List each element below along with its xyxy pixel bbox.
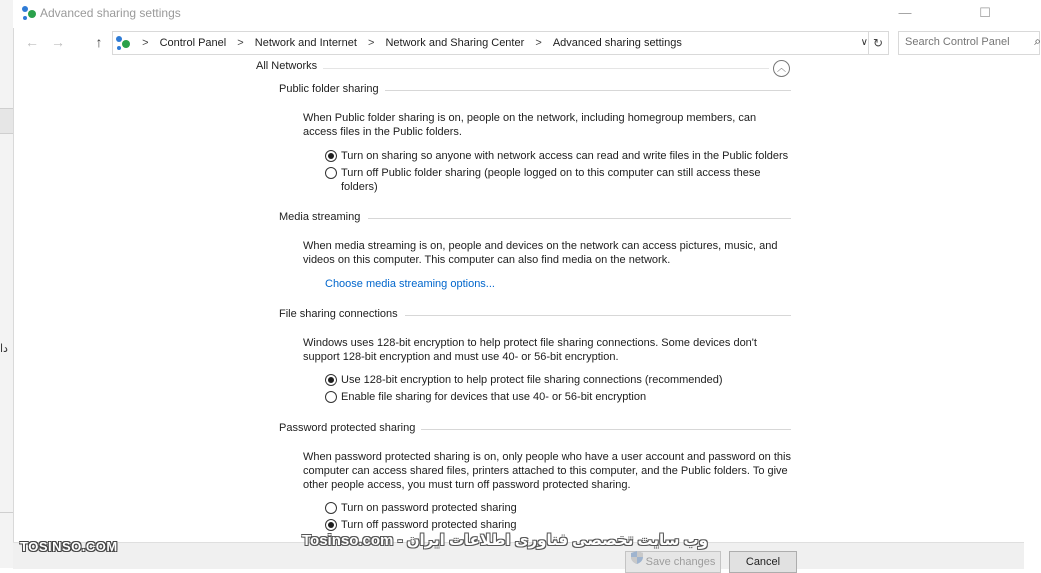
radio-button-selected[interactable] [325, 150, 337, 162]
radio-button-selected[interactable] [325, 519, 337, 531]
breadcrumb-separator: > [237, 37, 244, 49]
radio-password-sharing-on[interactable] [325, 501, 801, 515]
radio-label: Turn on sharing so anyone with network access can read and write files in the Public folders [341, 150, 789, 162]
public-folder-sharing-heading: Public folder sharing [279, 83, 379, 95]
left-window-divider [0, 512, 13, 513]
left-background-window [0, 0, 14, 568]
section-divider [405, 315, 791, 316]
breadcrumb-separator: > [142, 37, 149, 49]
breadcrumb-separator: > [367, 37, 375, 49]
breadcrumb-network-and-internet[interactable]: Network and Internet [254, 37, 357, 49]
up-button[interactable]: ↑ [95, 34, 103, 50]
radio-128-bit-encryption[interactable] [325, 373, 801, 387]
media-streaming-options-link[interactable]: Choose media streaming options... [325, 278, 495, 290]
address-dropdown-icon[interactable]: ∨ [860, 37, 868, 48]
forward-button[interactable]: → [51, 34, 65, 50]
title-bar [13, 0, 1024, 28]
radio-button[interactable] [325, 391, 337, 403]
radio-public-sharing-off[interactable] [325, 166, 776, 194]
breadcrumb-network-and-sharing-center[interactable]: Network and Sharing Center [385, 37, 525, 49]
search-input[interactable] [899, 32, 1025, 52]
section-divider [421, 429, 791, 430]
radio-label: Enable file sharing for devices that use 40- or 56-bit encryption [341, 391, 647, 403]
all-networks-divider [323, 68, 769, 69]
refresh-button[interactable]: ↻ [868, 32, 887, 54]
navigation-bar [13, 30, 1041, 54]
radio-label: Turn off Public folder sharing (people logged on to this computer can still access these folders) [341, 167, 761, 193]
window-title: Advanced sharing settings [40, 6, 181, 20]
settings-content [13, 56, 1024, 568]
breadcrumb-separator: > [535, 37, 542, 49]
media-streaming-heading: Media streaming [279, 211, 361, 223]
radio-button-selected[interactable] [325, 374, 337, 386]
watermark-center: وب سایت تخصصی فناوری اطلاعات ایران - Tosinso.com [302, 532, 708, 549]
watermark-left: TOSINSO.COM [20, 539, 118, 554]
radio-button[interactable] [325, 502, 337, 514]
radio-label: Use 128-bit encryption to help protect file sharing connections (recommended) [341, 374, 723, 386]
radio-label: Turn on password protected sharing [341, 502, 517, 514]
breadcrumb-advanced-sharing-settings[interactable]: Advanced sharing settings [552, 37, 682, 49]
save-changes-button[interactable] [625, 551, 721, 573]
collapse-chevron-icon[interactable]: ︿ [773, 60, 790, 77]
cancel-button[interactable]: Cancel [729, 551, 797, 573]
breadcrumb-control-panel[interactable]: Control Panel [159, 37, 227, 49]
section-divider [385, 90, 791, 91]
radio-40-56-bit-encryption[interactable] [325, 390, 801, 404]
search-icon[interactable]: ⌕ [1034, 34, 1041, 48]
password-sharing-description: When password protected sharing is on, only people who have a user account and password on this computer can access shared files, printers attached to this computer, and the Public folders. To give other people access, you must turn off password protected sharing. [303, 451, 791, 491]
address-bar[interactable] [112, 31, 889, 55]
network-icon [21, 5, 37, 24]
radio-public-sharing-on[interactable] [325, 149, 801, 163]
file-sharing-connections-heading: File sharing connections [279, 308, 398, 320]
radio-label: Turn off password protected sharing [341, 519, 517, 531]
media-streaming-description: When media streaming is on, people and devices on the network can access pictures, music, and videos on this computer. This computer can also find media on the network. [303, 240, 778, 266]
public-folder-description: When Public folder sharing is on, people on the network, including homegroup members, can access files in the Public folders. [303, 112, 757, 138]
save-changes-label: Save changes [645, 556, 716, 568]
all-networks-header: All Networks [256, 60, 318, 72]
file-sharing-description: Windows uses 128-bit encryption to help protect file sharing connections. Some devices don't support 128-bit encryption and must use 40- or 56-bit encryption. [303, 337, 757, 363]
section-divider [368, 218, 791, 219]
radio-button[interactable] [325, 167, 337, 179]
radio-password-sharing-off[interactable] [325, 518, 801, 532]
left-window-text-fragment: دا [0, 343, 8, 355]
maximize-button[interactable]: ☐ [979, 5, 991, 20]
shield-icon [631, 551, 643, 571]
password-protected-sharing-heading: Password protected sharing [279, 422, 416, 434]
minimize-button[interactable]: — [898, 5, 912, 20]
back-button[interactable]: ← [25, 34, 39, 50]
search-box[interactable] [898, 31, 1040, 55]
left-window-highlight [0, 108, 13, 134]
